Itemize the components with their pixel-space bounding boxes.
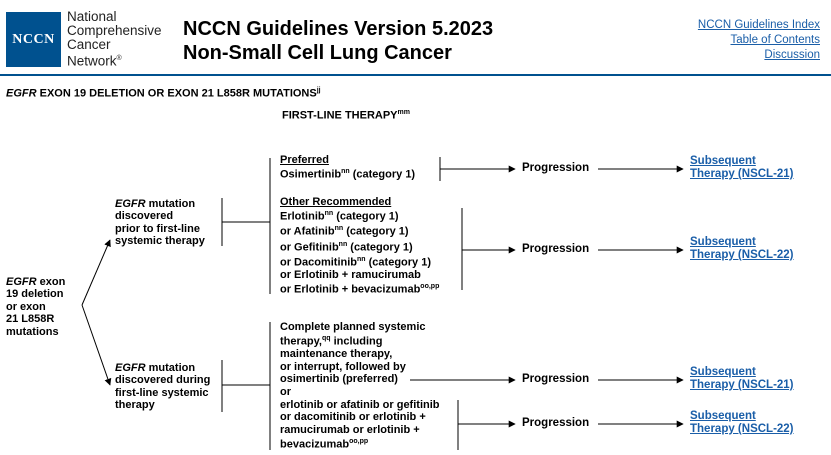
subsequent-therapy-link-2[interactable] — [690, 236, 794, 262]
logo-text: NCCN — [12, 31, 55, 47]
other-item-2-suffix: (category 1) — [343, 226, 409, 239]
other-item-4-footnote: nn — [357, 255, 366, 263]
section-footnote: jj — [316, 87, 321, 94]
during-b-line-3: ramucirumab or erlotinib + — [280, 423, 420, 436]
prior-line-4: systemic therapy — [115, 235, 205, 248]
progression-label-3: Progression — [522, 373, 590, 385]
during-b-line-2: or dacomitinib or erlotinib + — [280, 411, 426, 424]
other-item-1 — [280, 208, 439, 223]
subsequent-4-line-2[interactable]: Therapy (NSCL-22) — [690, 423, 794, 435]
preferred-footnote: nn — [341, 168, 350, 176]
progression-label-2: Progression — [522, 243, 590, 255]
org-line-3: Cancer — [67, 37, 111, 52]
during-line-2: discovered during — [115, 374, 211, 387]
during-line-1 — [115, 362, 210, 374]
during-a-line-2b: including — [330, 336, 383, 349]
during-a-footnote: qq — [321, 335, 331, 343]
during-gene: EGFR — [115, 362, 146, 374]
prior-line-1-text: mutation — [145, 198, 196, 210]
during-option-a — [280, 321, 426, 398]
other-item-1-footnote: nn — [324, 210, 334, 218]
during-b-line-4-text: bevacizumab — [280, 438, 350, 451]
other-item-4-suffix: (category 1) — [365, 256, 431, 269]
during-a-line-6: or — [280, 385, 291, 398]
section-gene: EGFR — [6, 87, 37, 100]
other-item-1-suffix: (category 1) — [333, 211, 399, 224]
subsequent-3-line-1[interactable]: Subsequent — [690, 366, 756, 378]
root-line-1-text: exon — [36, 276, 66, 288]
during-line-3: first-line systemic — [115, 386, 209, 399]
connector-root-to-prior — [82, 240, 110, 305]
other-item-3-text: or Gefitinib — [280, 241, 339, 254]
during-a-line-2a: therapy, — [280, 336, 322, 349]
root-node — [6, 276, 65, 338]
branch-prior-node — [115, 198, 205, 248]
title-line-2: Non-Small Cell Lung Cancer — [183, 42, 452, 64]
root-line-2: 19 deletion — [6, 288, 64, 301]
title-line-1: NCCN Guidelines Version 5.2023 — [183, 18, 494, 40]
other-item-5-text: or Erlotinib + ramucirumab — [280, 268, 421, 281]
root-line-4: 21 L858R — [6, 313, 55, 326]
other-item-2-text: or Afatinib — [280, 226, 335, 239]
first-line-label: FIRST-LINE THERAPY — [282, 109, 398, 122]
prior-gene: EGFR — [115, 198, 146, 210]
other-recommended-node — [280, 196, 439, 296]
subsequent-therapy-link-4[interactable] — [690, 410, 794, 436]
subsequent-therapy-link-1[interactable] — [690, 155, 794, 181]
prior-line-3: prior to first-line — [115, 222, 200, 235]
subsequent-4-line-1[interactable]: Subsequent — [690, 410, 756, 422]
other-item-2-footnote: nn — [334, 225, 344, 233]
subsequent-therapy-link-3[interactable] — [690, 366, 794, 392]
prior-line-2: discovered — [115, 210, 174, 223]
discussion-link[interactable]: Discussion — [764, 49, 820, 61]
branch-during-node — [115, 362, 210, 412]
other-item-3-suffix: (category 1) — [347, 241, 413, 254]
during-a-line-3: maintenance therapy, — [280, 348, 393, 361]
during-line-4: therapy — [115, 399, 155, 412]
org-line-4-text: Network — [67, 53, 117, 69]
during-line-1-text: mutation — [145, 362, 196, 374]
preferred-category: (category 1) — [349, 169, 416, 182]
other-item-6-text: or Erlotinib + bevacizumab — [280, 283, 421, 296]
subsequent-2-line-1[interactable]: Subsequent — [690, 236, 756, 248]
during-a-line-5: osimertinib (preferred) — [280, 373, 398, 386]
during-a-line-2 — [280, 333, 426, 348]
preferred-node — [280, 154, 415, 181]
during-b-line-4 — [280, 436, 440, 451]
prior-line-1 — [115, 198, 205, 210]
other-item-5 — [280, 269, 439, 281]
during-a-line-1: Complete planned systemic — [280, 321, 426, 333]
registered-mark: ® — [116, 55, 122, 62]
other-item-2 — [280, 223, 439, 238]
other-item-1-text: Erlotinib — [280, 211, 325, 224]
preferred-drug: Osimertinib — [280, 169, 342, 182]
root-line-1 — [6, 276, 65, 288]
guidelines-index-link[interactable]: NCCN Guidelines Index — [697, 19, 820, 31]
subsequent-1-line-2[interactable]: Therapy (NSCL-21) — [690, 168, 794, 180]
root-gene: EGFR — [6, 276, 37, 288]
progression-label-1: Progression — [522, 162, 590, 174]
during-b-line-1: erlotinib or afatinib or gefitinib — [280, 399, 440, 411]
preferred-drug-line — [280, 166, 415, 181]
other-item-4-text: or Dacomitinib — [280, 256, 358, 269]
org-line-1: National — [67, 9, 117, 24]
org-line-2: Comprehensive — [67, 23, 162, 38]
subsequent-3-line-2[interactable]: Therapy (NSCL-21) — [690, 379, 794, 391]
progression-label-4: Progression — [522, 417, 590, 429]
preferred-heading: Preferred — [280, 154, 329, 166]
subsequent-2-line-2[interactable]: Therapy (NSCL-22) — [690, 249, 794, 261]
during-b-footnote: oo,pp — [349, 438, 369, 446]
other-heading: Other Recommended — [280, 196, 392, 208]
root-line-3: or exon — [6, 300, 46, 313]
section-text: EXON 19 DELETION OR EXON 21 L858R MUTATIONS — [36, 87, 317, 100]
other-item-3-footnote: nn — [338, 240, 348, 248]
first-line-footnote: mm — [397, 109, 410, 116]
other-item-4 — [280, 254, 439, 269]
subsequent-1-line-1[interactable]: Subsequent — [690, 155, 756, 167]
other-item-6-footnote: oo,pp — [420, 283, 440, 291]
connector-root-to-during — [82, 305, 110, 385]
other-item-6 — [280, 281, 439, 296]
other-item-3 — [280, 239, 439, 254]
table-of-contents-link[interactable]: Table of Contents — [730, 34, 820, 46]
root-line-5: mutations — [6, 325, 59, 338]
during-a-line-4: or interrupt, followed by — [280, 360, 406, 373]
during-option-b — [280, 399, 440, 451]
